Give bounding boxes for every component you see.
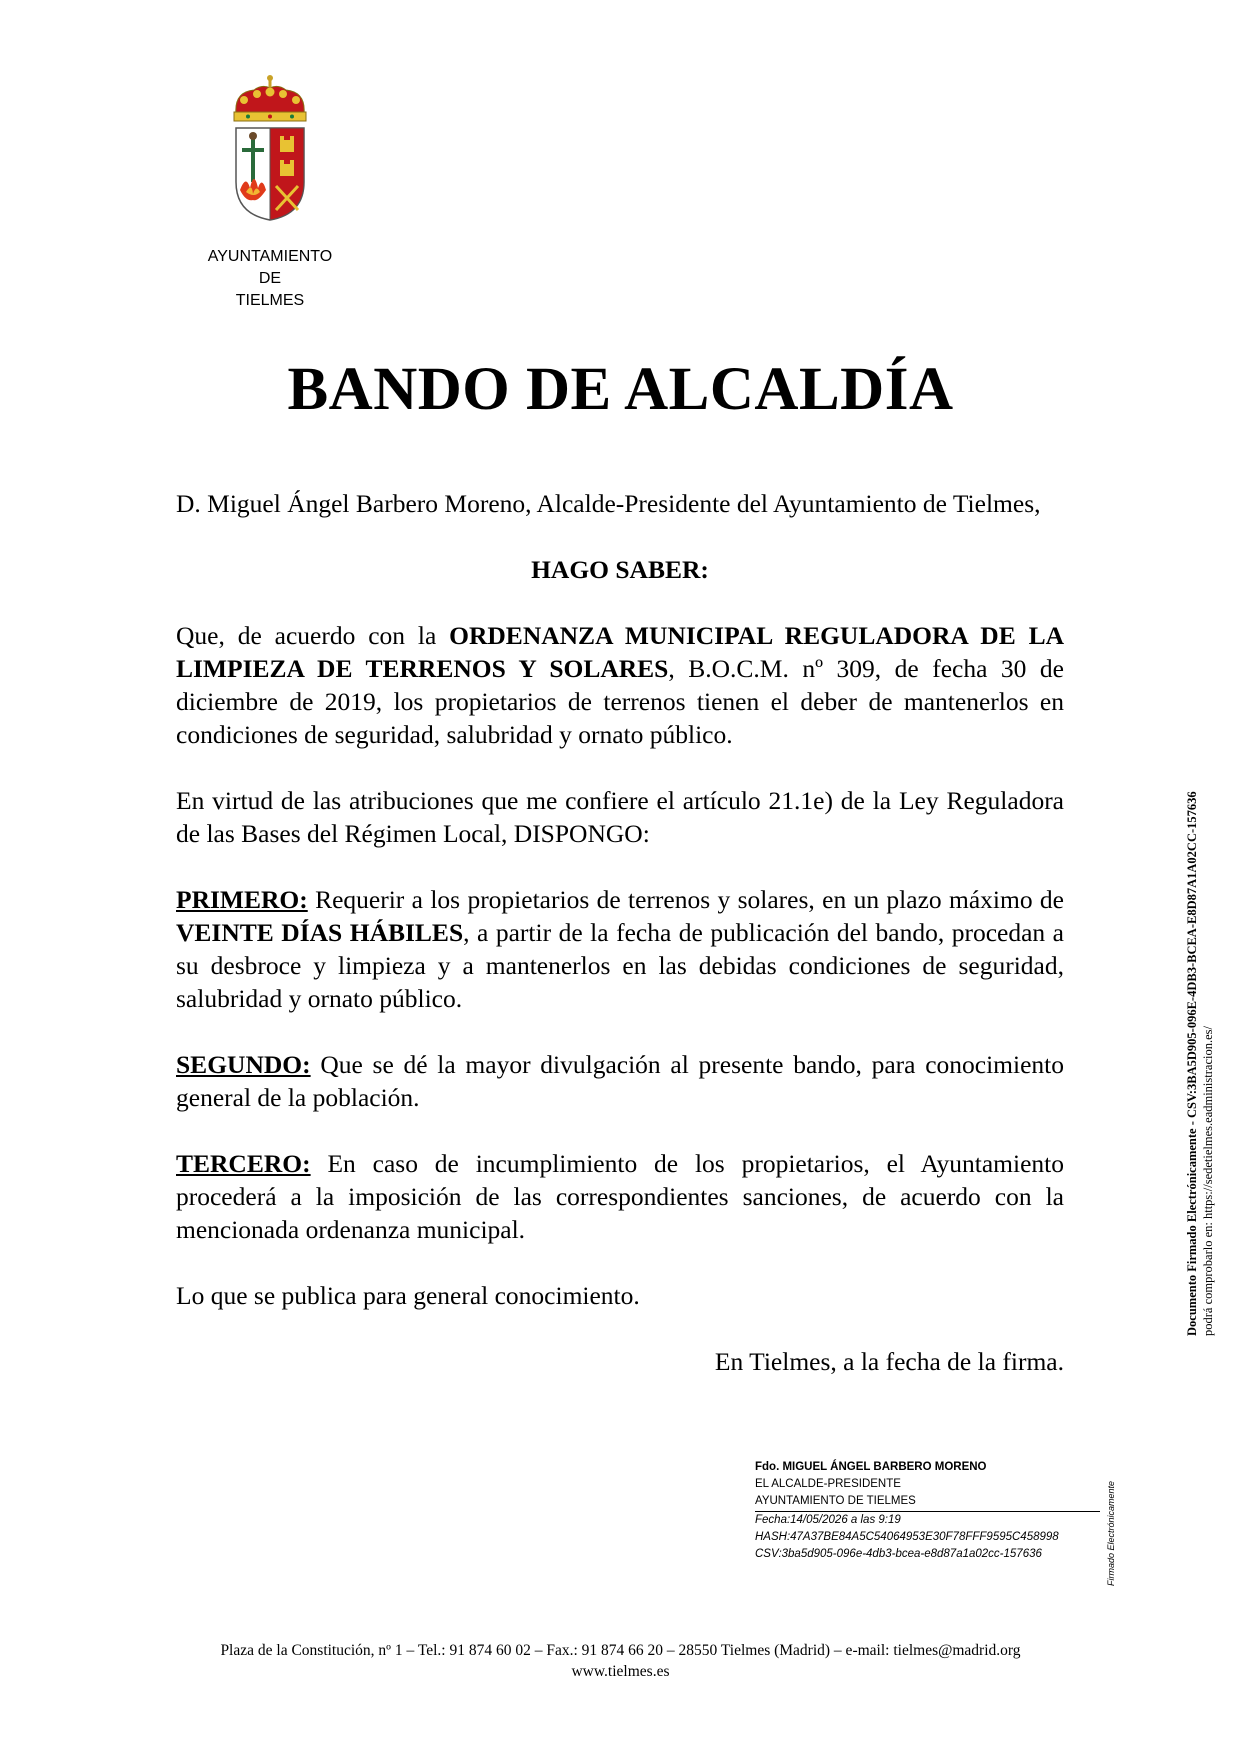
intro-paragraph: D. Miguel Ángel Barbero Moreno, Alcalde-Presidente del Ayuntamiento de Tielmes, [176, 489, 1041, 518]
org-line-1: AYUNTAMIENTO [207, 248, 333, 265]
document-body [176, 487, 1064, 1378]
signature-hash: HASH:47A37BE84A5C54064953E30F78FFF9595C458998 [755, 1531, 1059, 1543]
org-line-2: DE [258, 270, 282, 287]
virtud-paragraph: En virtud de las atribuciones que me confiere el artículo 21.1e) de la Ley Reguladora de las Bases del Régimen Local, DISPONGO: [176, 786, 1064, 848]
signer-role: EL ALCALDE-PRESIDENTE [755, 1478, 901, 1490]
tercero-text: En caso de incumplimiento de los propietarios, el Ayuntamiento procederá a la imposición de las correspondientes sanciones, de acuerdo con la mencionada ordenanza municipal. [176, 1149, 1064, 1244]
footer-address: Plaza de la Constitución, nº 1 – Tel.: 91 874 60 02 – Fax.: 91 874 66 20 – 28550 Tielmes (Madrid) – e-mail: tielmes@madrid.org [220, 1642, 1021, 1659]
verification-line-1: Documento Firmado Electrónicamente - CSV:3BA5D905-096E-4DB3-BCEA-E8D87A1A02CC-157636 [1185, 791, 1199, 1336]
footer-website: www.tielmes.es [571, 1663, 670, 1680]
signature-date: Fecha:14/05/2026 a las 9:19 [755, 1514, 901, 1526]
verification-stamp [1183, 706, 1223, 1336]
signature-block [755, 1459, 1100, 1563]
signer-name: Fdo. MIGUEL ÁNGEL BARBERO MORENO [755, 1461, 987, 1473]
ordenanza-name: ORDENANZA MUNICIPAL REGULADORA DE LA LIMPIEZA DE TERRENOS Y SOLARES [176, 621, 1064, 683]
primero-plazo: VEINTE DÍAS HÁBILES [176, 918, 464, 947]
ordenanza-paragraph [176, 619, 1064, 751]
signer-entity: AYUNTAMIENTO DE TIELMES [755, 1495, 916, 1507]
signature-side-text: Firmado Electrónicamente [1106, 1480, 1116, 1586]
page-footer [0, 1640, 1241, 1682]
hago-saber-heading: HAGO SABER: [531, 555, 709, 584]
segundo-text: Que se dé la mayor divulgación al presente bando, para conocimiento general de la población. [176, 1050, 1064, 1112]
ordenanza-pre: Que, de acuerdo con la [176, 621, 450, 650]
primero-pre: Requerir a los propietarios de terrenos y solares, en un plazo máximo de [307, 885, 1064, 914]
primero-post: , a partir de la fecha de publicación del bando, procedan a su desbroce y limpieza y a mantenerlos en las debidas condiciones de seguridad, salubridad y ornato público. [176, 918, 1064, 1013]
signature-csv: CSV:3ba5d905-096e-4db3-bcea-e8d87a1a02cc-157636 [755, 1548, 1042, 1560]
organization-name [170, 246, 370, 312]
document-title: BANDO DE ALCALDÍA [287, 356, 954, 423]
segundo-paragraph [176, 1048, 1064, 1114]
signature-side-label [1106, 1476, 1120, 1586]
place-date-line: En Tielmes, a la fecha de la firma. [714, 1347, 1064, 1376]
primero-paragraph [176, 883, 1064, 1015]
tercero-label: TERCERO: [176, 1149, 311, 1178]
ordenanza-post: , B.O.C.M. nº 309, de fecha 30 de diciembre de 2019, los propietarios de terrenos tienen el deber de mantenerlos en condiciones de seguridad, salubridad y ornato público. [176, 654, 1064, 749]
org-line-3: TIELMES [235, 292, 305, 309]
publica-paragraph: Lo que se publica para general conocimiento. [176, 1281, 640, 1310]
tercero-paragraph [176, 1147, 1064, 1246]
verification-line-2: podrá comprobarlo en: https://sedetielmes.eadministracion.es/ [1201, 1026, 1215, 1336]
segundo-label: SEGUNDO: [176, 1050, 311, 1079]
primero-label: PRIMERO: [176, 885, 308, 914]
coat-of-arms-icon [228, 74, 312, 222]
